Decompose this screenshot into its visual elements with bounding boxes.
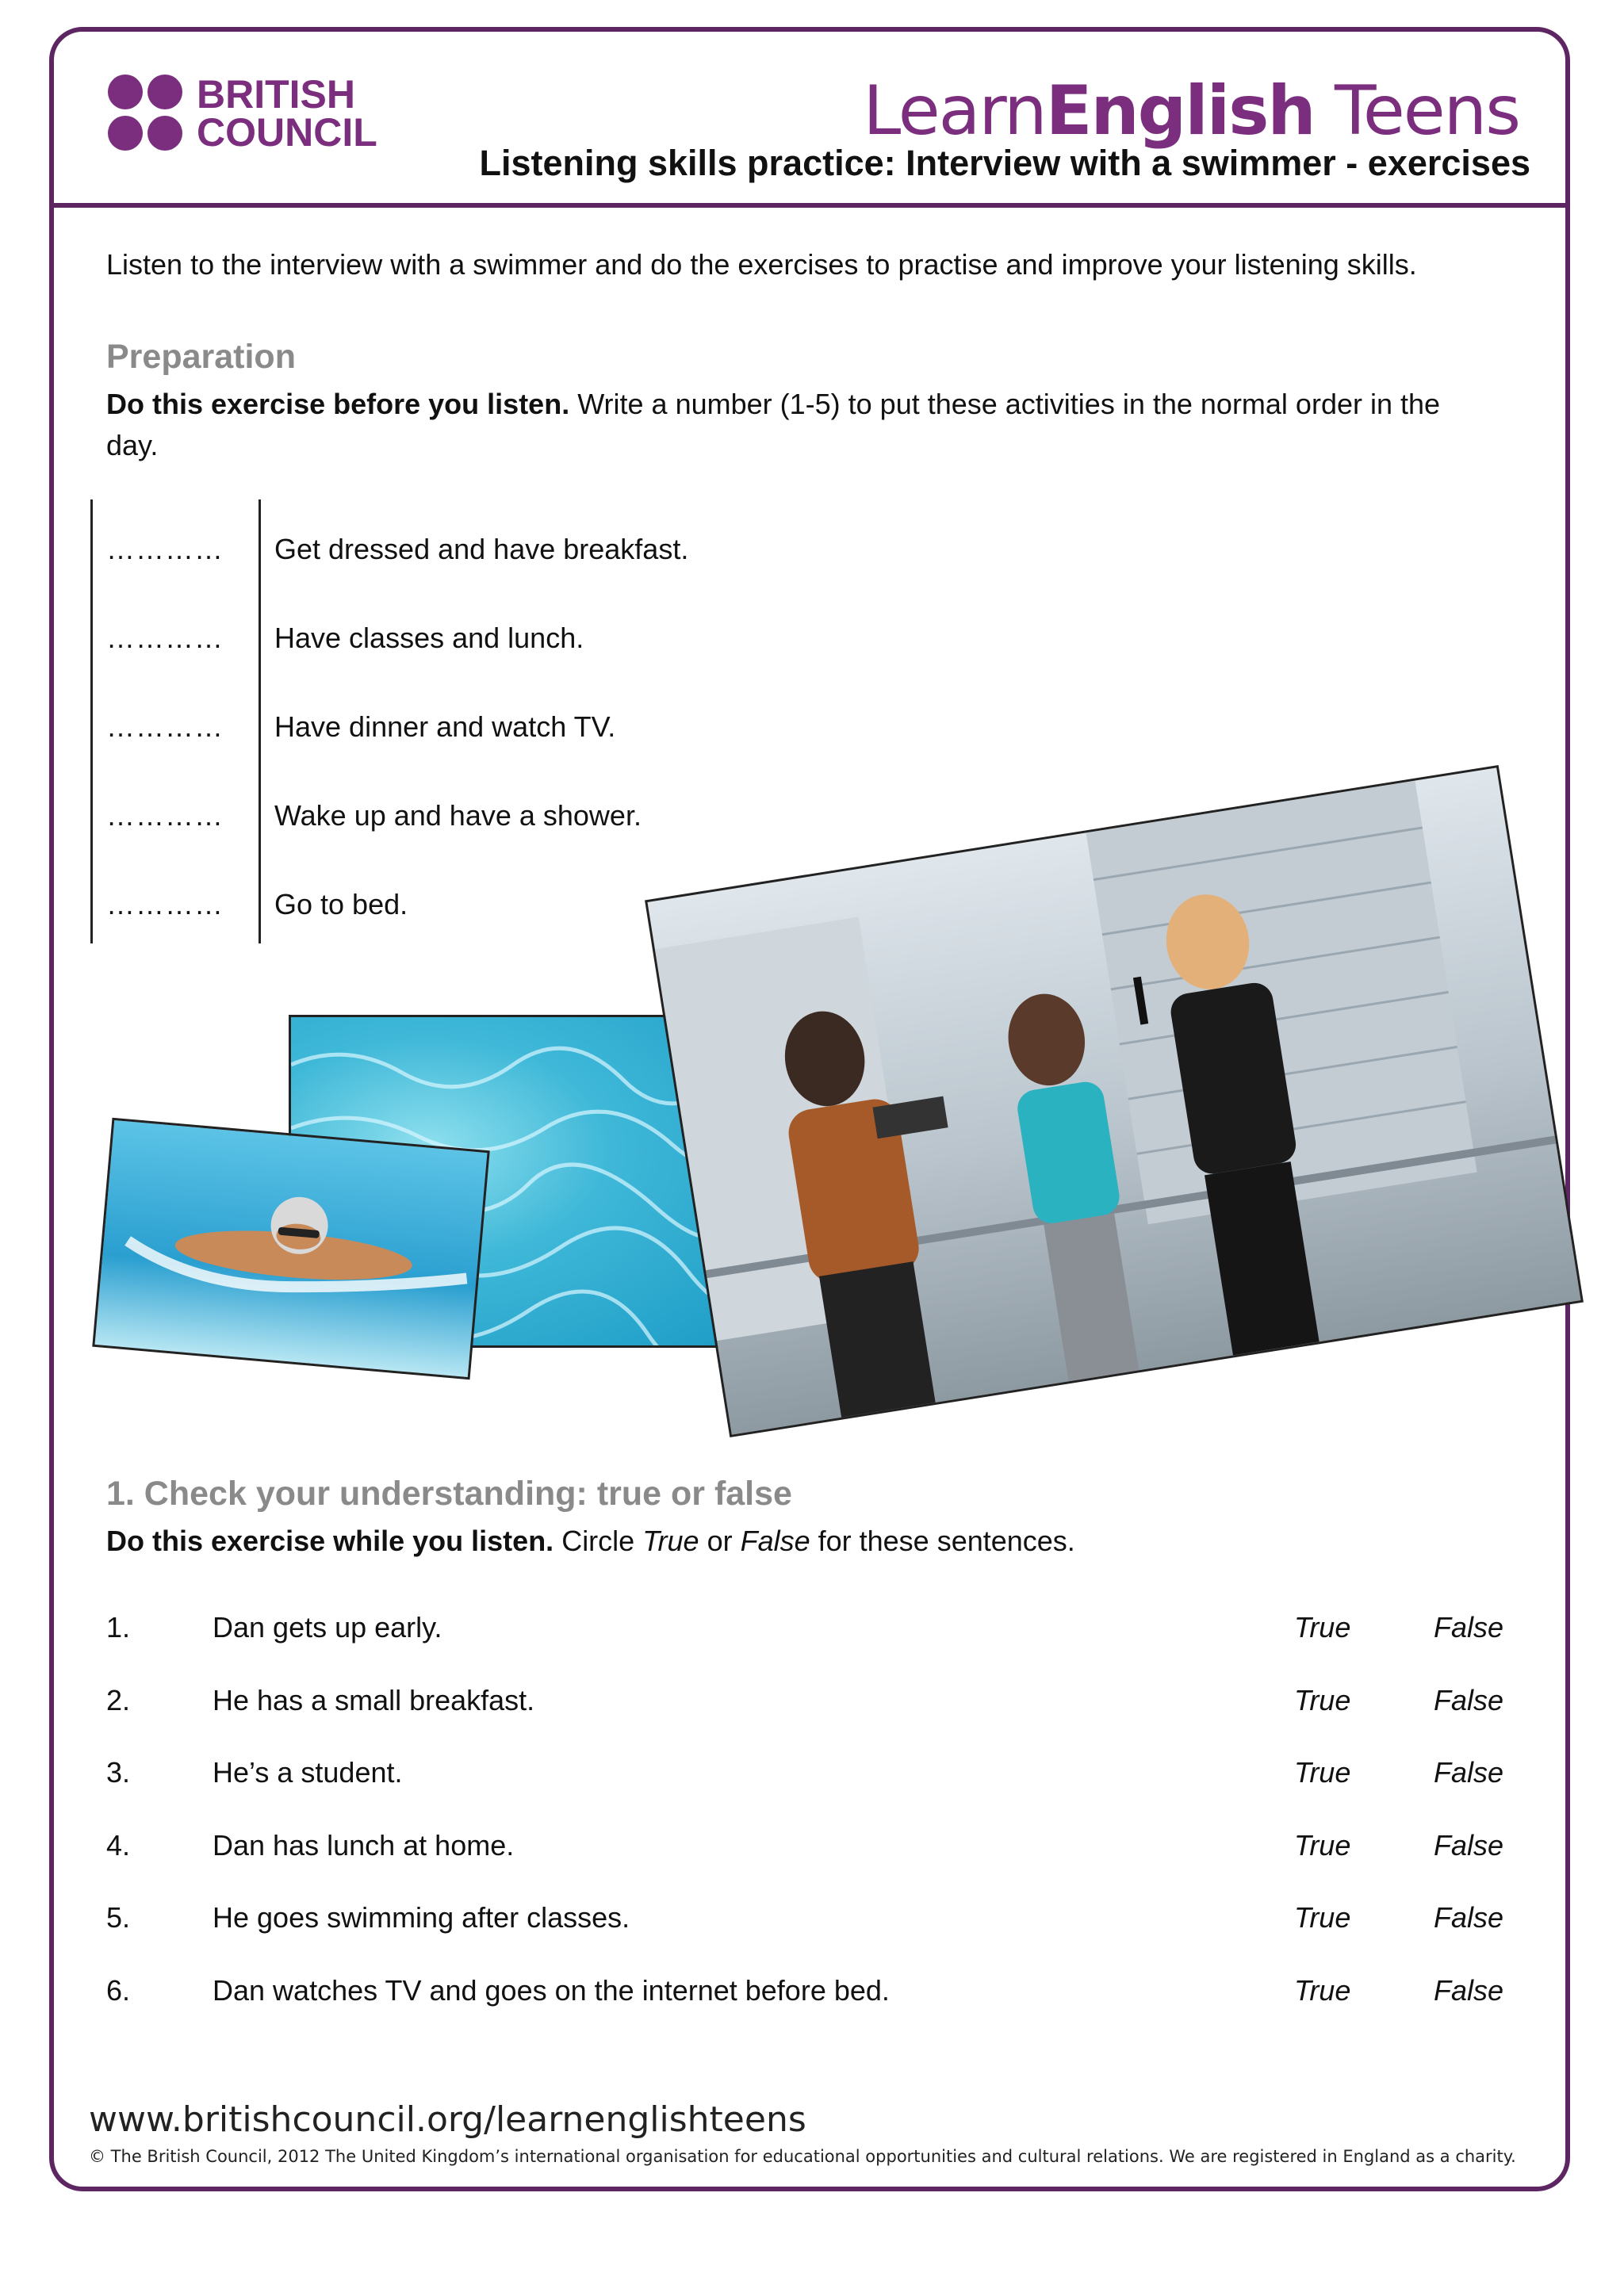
true-option[interactable]: True (1294, 1756, 1351, 1789)
false-option[interactable]: False (1434, 1901, 1504, 1934)
false-option[interactable]: False (1434, 1973, 1504, 2007)
activity-text: Go to bed. (274, 888, 408, 920)
false-option[interactable]: False (1434, 1756, 1504, 1789)
false-option[interactable]: False (1434, 1828, 1504, 1862)
item-number: 4. (106, 1828, 131, 1862)
true-false-row (106, 1611, 1518, 1651)
true-option[interactable]: True (1294, 1683, 1351, 1716)
learnenglish-teens-logo: LearnEnglish Teens (863, 71, 1519, 151)
exercise1-instruction: Do this exercise while you listen. Circle True or False for these sentences. (106, 1525, 1075, 1557)
item-sentence: Dan has lunch at home. (213, 1828, 515, 1862)
intro-text: Listen to the interview with a swimmer and do the exercises to practise and improve your listening skills. (106, 248, 1417, 281)
true-option[interactable]: True (1294, 1973, 1351, 2007)
true-false-row (106, 1974, 1518, 2014)
activity-text: Wake up and have a shower. (274, 799, 642, 832)
footer-url[interactable]: www.britishcouncil.org/learnenglishteens (89, 2099, 806, 2140)
item-number: 2. (106, 1683, 131, 1716)
true-option[interactable]: True (1294, 1611, 1351, 1644)
item-sentence: He goes swimming after classes. (213, 1901, 630, 1934)
answer-blank[interactable]: ………… (106, 622, 224, 654)
true-false-row (106, 1684, 1518, 1724)
item-sentence: He’s a student. (213, 1756, 403, 1789)
false-option[interactable]: False (1434, 1611, 1504, 1644)
true-false-row (106, 1901, 1518, 1941)
preparation-heading: Preparation (106, 338, 296, 376)
activity-text: Get dressed and have breakfast. (274, 533, 689, 565)
item-sentence: Dan gets up early. (213, 1611, 442, 1644)
answer-blank[interactable]: ………… (106, 888, 224, 920)
answer-blank[interactable]: ………… (106, 710, 224, 743)
answer-blank[interactable]: ………… (106, 799, 224, 832)
exercise1-heading: 1. Check your understanding: true or false (106, 1475, 792, 1513)
british-council-logo (108, 72, 377, 155)
activity-text: Have classes and lunch. (274, 622, 584, 654)
item-number: 1. (106, 1611, 131, 1644)
true-option[interactable]: True (1294, 1901, 1351, 1934)
footer-copyright: © The British Council, 2012 The United Kingdom’s international organisation for educational opportunities and cultural relations. We are registered in England as a charity. (89, 2147, 1516, 2166)
swimmer-photo (92, 1118, 489, 1380)
false-option[interactable]: False (1434, 1683, 1504, 1716)
preparation-instruction: Do this exercise before you listen. Write a number (1-5) to put these activities in the normal order in the day. (106, 388, 1441, 461)
swimmer-icon (94, 1120, 490, 1380)
page-title: Listening skills practice: Interview with a swimmer - exercises (479, 143, 1530, 183)
answer-blank[interactable]: ………… (106, 533, 224, 565)
item-sentence: He has a small breakfast. (213, 1683, 535, 1716)
item-sentence: Dan watches TV and goes on the internet before bed. (213, 1973, 890, 2007)
item-number: 5. (106, 1901, 131, 1934)
logo-line-2: COUNCIL (197, 110, 377, 155)
item-number: 3. (106, 1756, 131, 1789)
true-option[interactable]: True (1294, 1828, 1351, 1862)
activity-text: Have dinner and watch TV. (274, 710, 616, 743)
true-false-row (106, 1829, 1518, 1869)
true-false-row (106, 1756, 1518, 1796)
header-divider (49, 203, 1570, 208)
item-number: 6. (106, 1973, 131, 2007)
logo-line-1: BRITISH (197, 72, 355, 117)
